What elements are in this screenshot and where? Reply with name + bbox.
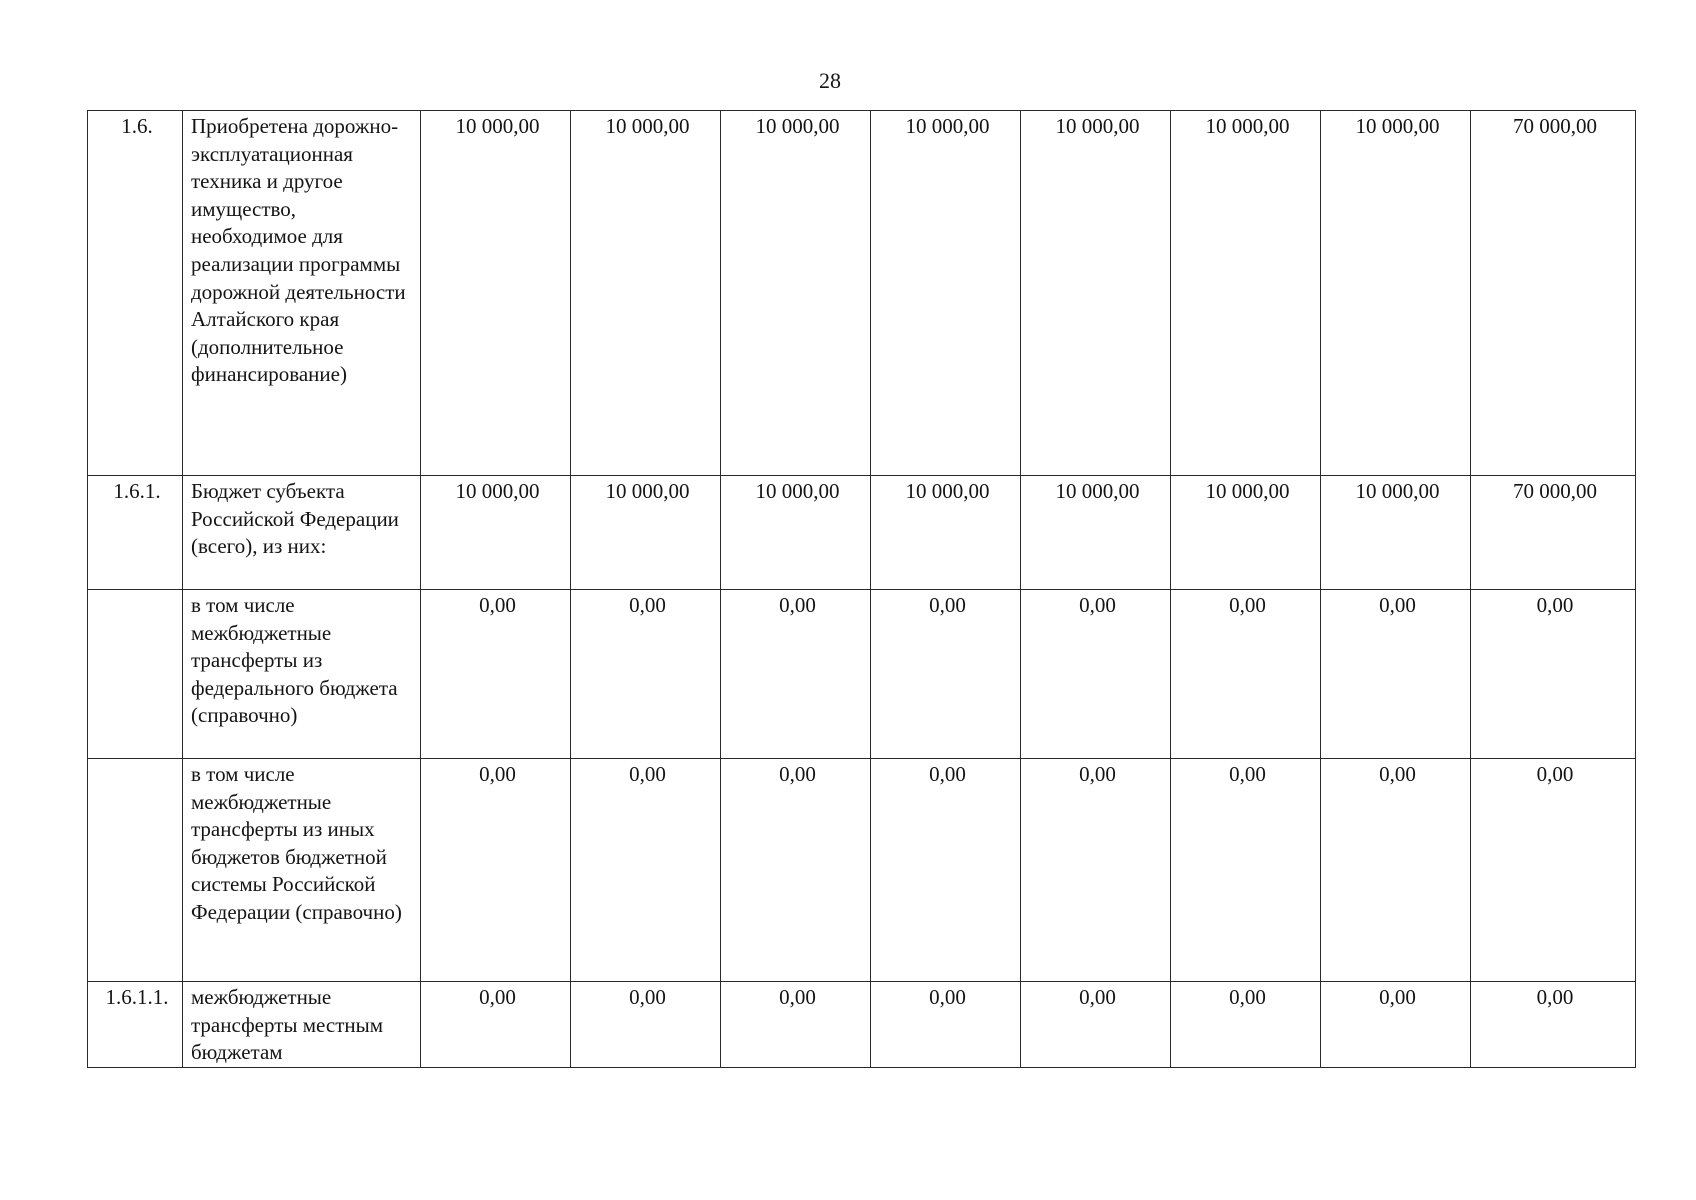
value-cell: 0,00 (1171, 590, 1321, 759)
total-cell: 70 000,00 (1471, 476, 1636, 590)
value-cell: 0,00 (1171, 759, 1321, 982)
table-row (88, 590, 1636, 759)
row-number (88, 759, 183, 982)
value-cell: 10 000,00 (871, 476, 1021, 590)
value-cell: 0,00 (1021, 590, 1171, 759)
value-cell: 0,00 (571, 982, 721, 1068)
value-cell: 10 000,00 (571, 476, 721, 590)
table-row (88, 111, 1636, 476)
value-cell: 0,00 (871, 590, 1021, 759)
value-cell: 10 000,00 (721, 111, 871, 476)
row-description: межбюджетные трансферты местным бюджетам (183, 982, 421, 1068)
value-cell: 0,00 (1021, 759, 1171, 982)
value-cell: 10 000,00 (421, 476, 571, 590)
row-description: в том числе межбюджетные трансферты из федерального бюджета (справочно) (183, 590, 421, 759)
value-cell: 0,00 (1321, 982, 1471, 1068)
row-number: 1.6.1.1. (88, 982, 183, 1068)
value-cell: 10 000,00 (421, 111, 571, 476)
page-number: 28 (819, 68, 841, 93)
value-cell: 0,00 (571, 590, 721, 759)
value-cell: 10 000,00 (571, 111, 721, 476)
value-cell: 0,00 (721, 982, 871, 1068)
value-cell: 10 000,00 (1171, 111, 1321, 476)
total-cell: 70 000,00 (1471, 111, 1636, 476)
value-cell: 0,00 (721, 590, 871, 759)
value-cell: 0,00 (871, 759, 1021, 982)
value-cell: 0,00 (1321, 590, 1471, 759)
value-cell: 10 000,00 (1021, 476, 1171, 590)
value-cell: 10 000,00 (1171, 476, 1321, 590)
value-cell: 0,00 (421, 982, 571, 1068)
table-row (88, 982, 1636, 1068)
value-cell: 0,00 (1321, 759, 1471, 982)
row-number (88, 590, 183, 759)
value-cell: 10 000,00 (721, 476, 871, 590)
value-cell: 0,00 (1021, 982, 1171, 1068)
value-cell: 0,00 (721, 759, 871, 982)
value-cell: 0,00 (871, 982, 1021, 1068)
value-cell: 10 000,00 (1321, 476, 1471, 590)
value-cell: 10 000,00 (1321, 111, 1471, 476)
table-row (88, 476, 1636, 590)
value-cell: 10 000,00 (871, 111, 1021, 476)
budget-table (87, 110, 1636, 1068)
total-cell: 0,00 (1471, 982, 1636, 1068)
table-row (88, 759, 1636, 982)
total-cell: 0,00 (1471, 590, 1636, 759)
row-description: Бюджет субъекта Российской Федерации (всего), из них: (183, 476, 421, 590)
row-number: 1.6.1. (88, 476, 183, 590)
value-cell: 0,00 (571, 759, 721, 982)
row-description: в том числе межбюджетные трансферты из иных бюджетов бюджетной системы Российской Федерации (справочно) (183, 759, 421, 982)
value-cell: 10 000,00 (1021, 111, 1171, 476)
row-number: 1.6. (88, 111, 183, 476)
total-cell: 0,00 (1471, 759, 1636, 982)
row-description: Приобретена дорожно-эксплуатационная техника и другое имущество, необходимое для реализации программы дорожной деятельности Алтайского края (дополнительное финансирование) (183, 111, 421, 476)
value-cell: 0,00 (1171, 982, 1321, 1068)
value-cell: 0,00 (421, 759, 571, 982)
value-cell: 0,00 (421, 590, 571, 759)
